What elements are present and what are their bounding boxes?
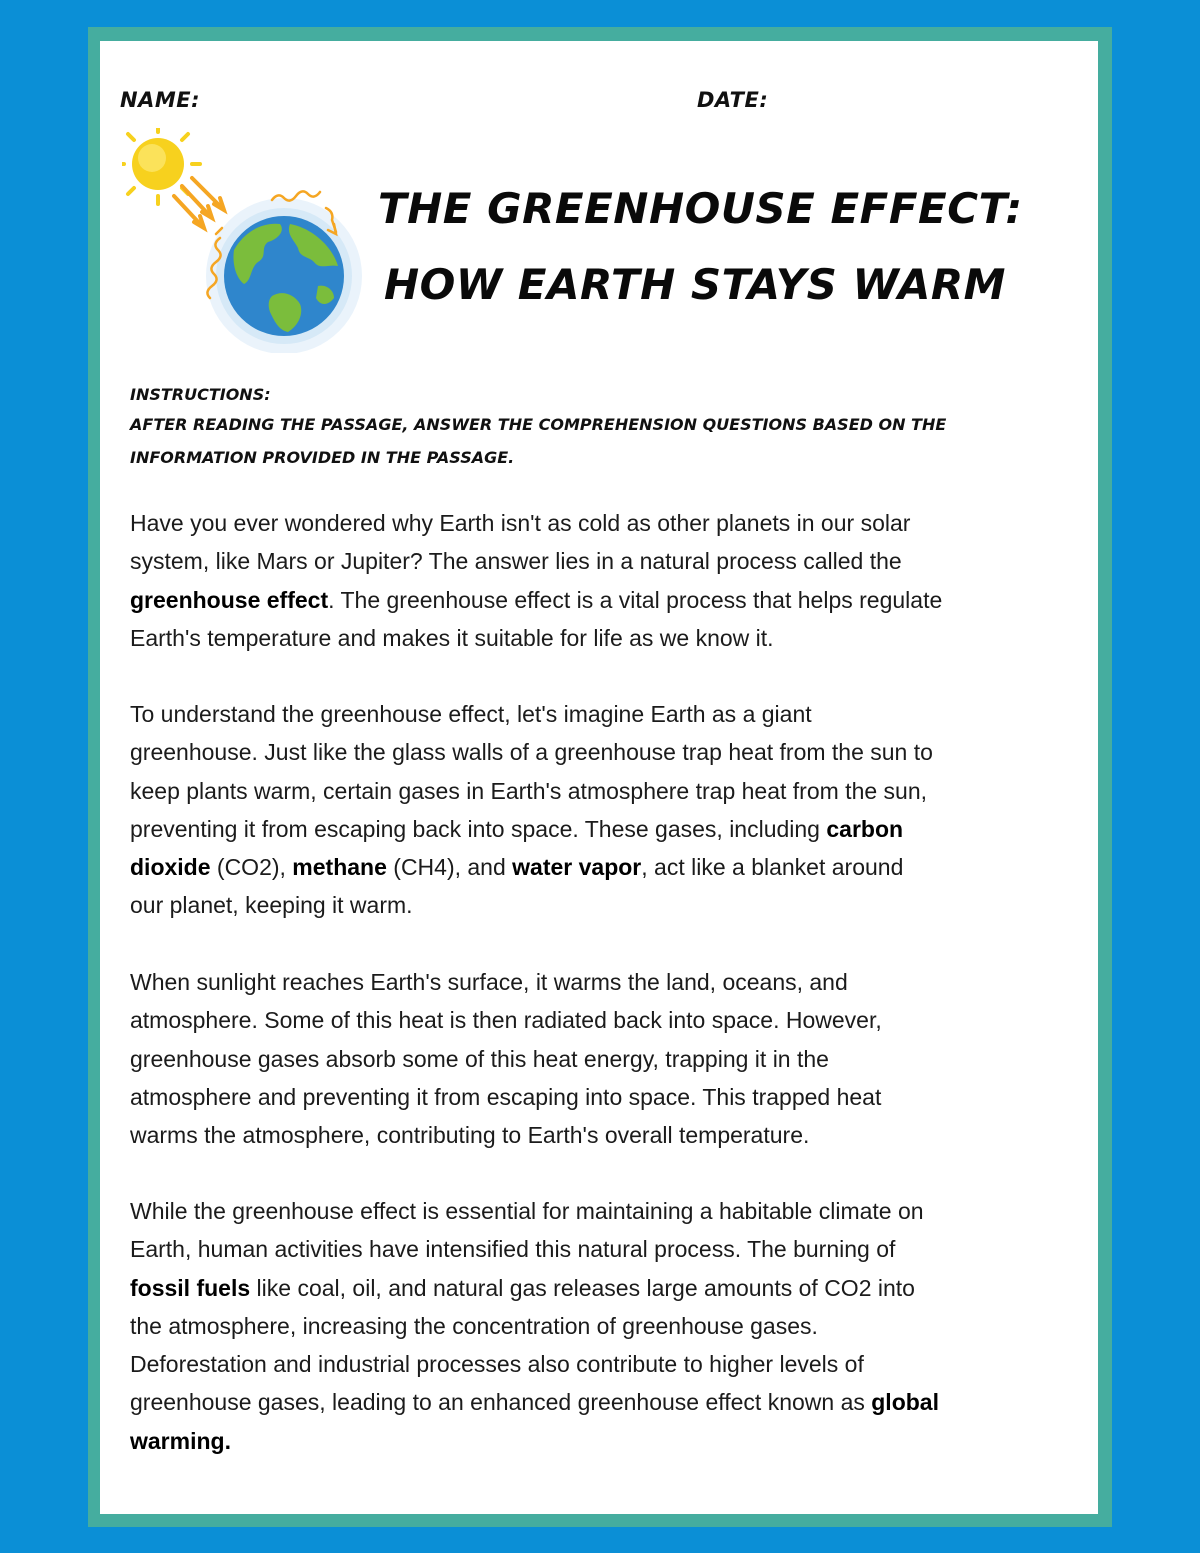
paragraph-line: atmosphere. Some of this heat is then radiated back into space. However, (130, 1007, 882, 1034)
earth-icon (224, 216, 344, 336)
term-fossil-fuels: fossil fuels (130, 1274, 251, 1301)
paragraph-text: . The greenhouse effect is a vital process that helps regulate (328, 586, 943, 613)
term-greenhouse-effect: greenhouse effect (130, 586, 329, 613)
paragraph-line: While the greenhouse effect is essential for maintaining a habitable climate on (130, 1198, 924, 1224)
greenhouse-illustration (122, 128, 362, 353)
term-dioxide: dioxide (130, 854, 211, 881)
paragraph-4 (130, 1192, 939, 1460)
instructions-heading: INSTRUCTIONS: (130, 385, 271, 404)
paragraph-line: greenhouse. Just like the glass walls of a greenhouse trap heat from the sun to (130, 739, 933, 766)
paragraph-line: Deforestation and industrial processes also contribute to higher levels of (130, 1351, 864, 1378)
paragraph-line (130, 1269, 939, 1307)
term-methane: methane (292, 854, 387, 881)
term-water-vapor: water vapor (512, 854, 642, 881)
instructions-line-2: INFORMATION PROVIDED IN THE PASSAGE. (130, 448, 515, 467)
sunray-arrows-icon (174, 178, 224, 228)
date-label: DATE: (697, 88, 769, 112)
term-global: global (871, 1389, 939, 1416)
paragraph-text: like coal, oil, and natural gas releases large amounts of CO2 into (250, 1274, 915, 1301)
paragraph-line (130, 810, 933, 848)
paragraph-line: To understand the greenhouse effect, let's imagine Earth as a giant (130, 701, 812, 727)
title-line-2: HOW EARTH STAYS WARM (384, 260, 1006, 309)
paragraph-line (130, 848, 933, 886)
paragraph-line: greenhouse gases absorb some of this heat energy, trapping it in the (130, 1045, 829, 1072)
paragraph-text: greenhouse gases, leading to an enhanced greenhouse effect known as (130, 1389, 872, 1416)
paragraph-text: , act like a blanket around (641, 854, 904, 881)
name-label: NAME: (120, 88, 200, 112)
paragraph-3 (130, 963, 882, 1154)
paragraph-line: system, like Mars or Jupiter? The answer lies in a natural process called the (130, 548, 902, 575)
paragraph-text: (CO2), (210, 854, 293, 881)
paragraph-line: Have you ever wondered why Earth isn't as cold as other planets in our solar (130, 510, 911, 536)
instructions-block (130, 380, 1050, 476)
paragraph-1 (130, 504, 942, 657)
paragraph-line: the atmosphere, increasing the concentration of greenhouse gases. (130, 1312, 818, 1339)
paragraph-line (130, 581, 942, 619)
paragraph-line: Earth's temperature and makes it suitable for life as we know it. (130, 624, 774, 651)
term-carbon: carbon (826, 815, 904, 842)
paragraph-line (130, 1422, 939, 1460)
paragraph-2 (130, 695, 933, 925)
paragraph-line: When sunlight reaches Earth's surface, it warms the land, oceans, and (130, 969, 848, 995)
instructions-line-1: AFTER READING THE PASSAGE, ANSWER THE COMPREHENSION QUESTIONS BASED ON THE (130, 415, 947, 434)
paragraph-line: our planet, keeping it warm. (130, 892, 413, 919)
paragraph-text: preventing it from escaping back into space. These gases, including (130, 815, 827, 842)
paragraph-line: Earth, human activities have intensified this natural process. The burning of (130, 1236, 896, 1263)
paragraph-line: atmosphere and preventing it from escaping into space. This trapped heat (130, 1083, 882, 1110)
title-line-1: THE GREENHOUSE EFFECT: (378, 184, 1023, 233)
paragraph-line: keep plants warm, certain gases in Earth's atmosphere trap heat from the sun, (130, 777, 928, 804)
paragraph-line: warms the atmosphere, contributing to Earth's overall temperature. (130, 1122, 810, 1149)
paragraph-line (130, 1383, 939, 1421)
term-warming: warming. (130, 1427, 231, 1454)
paragraph-text: (CH4), and (386, 854, 513, 881)
